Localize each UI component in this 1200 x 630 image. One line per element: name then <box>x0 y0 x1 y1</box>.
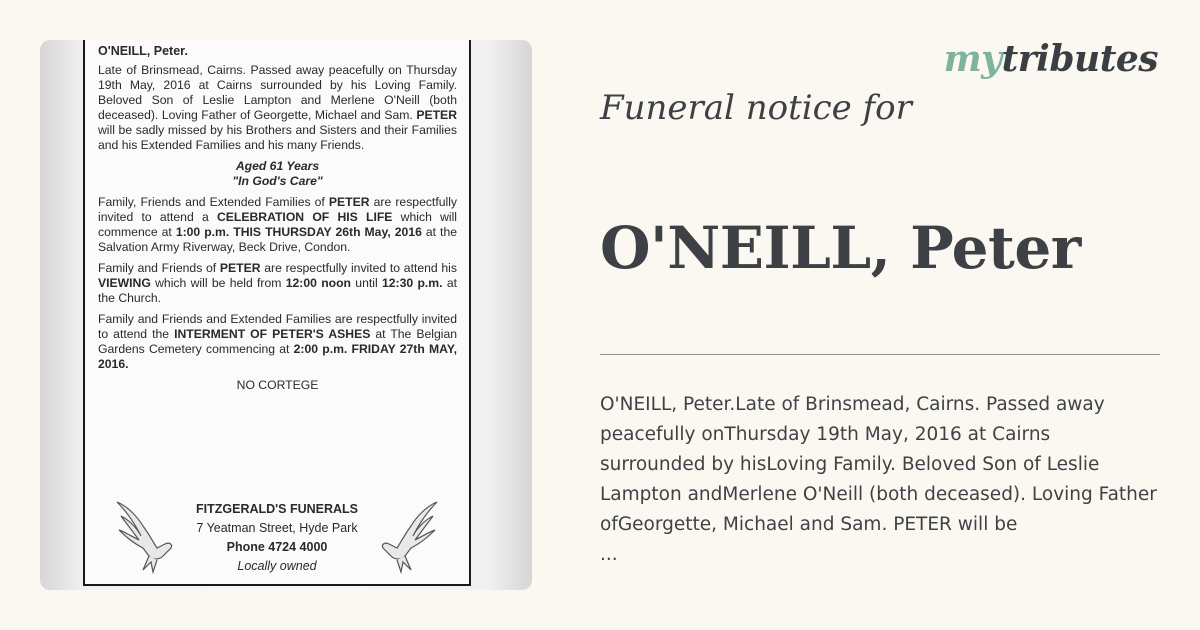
funeral-home-text <box>163 500 391 576</box>
notice-age: Aged 61 Years <box>235 159 320 173</box>
notice-excerpt: O'NEILL, Peter.Late of Brinsmead, Cairns. Passed away peacefully onThursday 19th May, 2016 at Cairns surrounded by hisLoving Family. Beloved Son of Leslie Lampton andMerlene O'Neill (both deceased). Loving Father ofGeorgette, Michael and Sam. PETER will be ... <box>600 394 1157 565</box>
notice-paragraph-1: Late of Brinsmead, Cairns. Passed away peacefully on Thursday 19th May, 2016 at Cairns surrounded by his Loving Family. Beloved Son of Leslie Lampton and Merlene O'Neill (both deceased). Loving Father of Georgette, Michael and Sam. PETER will be sadly missed by his Brothers and Sisters and their Families and his Extended Families and his many Friends. <box>98 63 457 152</box>
page-heading: Funeral notice for <box>600 88 912 128</box>
notice-cortege: NO CORTEGE <box>236 378 319 392</box>
funeral-home-name: FITZGERALD'S FUNERALS <box>196 502 358 516</box>
notice-image <box>40 40 532 590</box>
person-name: O'NEILL, Peter <box>600 214 1081 282</box>
notice-gods-care: "In God's Care" <box>232 174 323 188</box>
divider <box>600 354 1160 355</box>
notice-paper <box>83 40 471 586</box>
funeral-home-address: 7 Yeatman Street, Hyde Park <box>196 521 358 535</box>
mytributes-logo[interactable]: mytributes <box>943 38 1158 80</box>
notice-paragraph-2: Family, Friends and Extended Families of PETER are respectfully invited to attend a CELEBRATION OF HIS LIFE which will commence at 1:00 p.m. THIS THURSDAY 26th May, 2016 at the Salvation Army Riverway, Beck Drive, Condon. <box>98 195 457 254</box>
funeral-home-owned: Locally owned <box>237 559 317 573</box>
funeral-home-block <box>85 492 469 582</box>
funeral-home-phone: Phone 4724 4000 <box>226 540 328 554</box>
dove-icon <box>377 498 441 574</box>
notice-paragraph-4: Family and Friends and Extended Families are respectfully invited to attend the INTERMENT OF PETER'S ASHES at The Belgian Gardens Cemetery commencing at 2:00 p.m. FRIDAY 27th MAY, 2016. <box>98 312 458 371</box>
notice-paragraph-3: Family and Friends of PETER are respectfully invited to attend his VIEWING which will be held from 12:00 noon until 12:30 p.m. at the Church. <box>98 261 457 305</box>
notice-name: O'NEILL, Peter. <box>98 44 188 58</box>
